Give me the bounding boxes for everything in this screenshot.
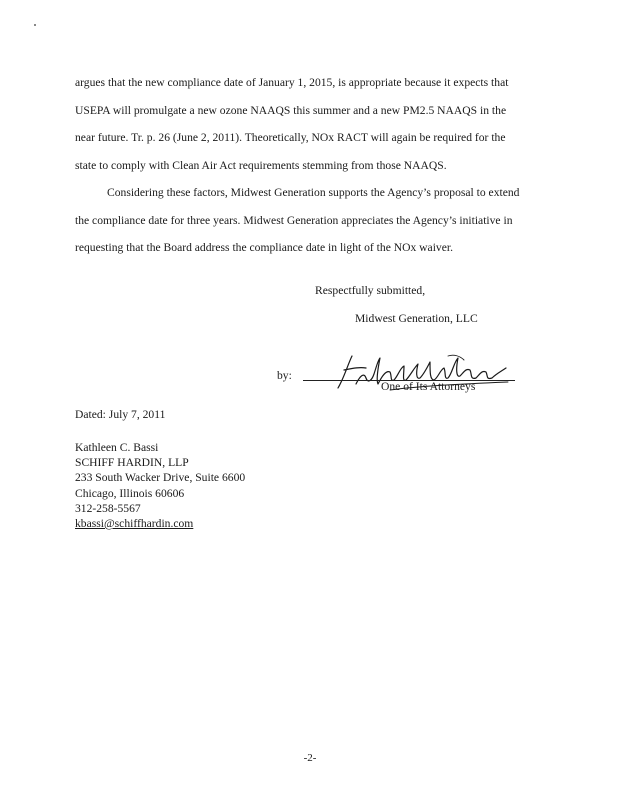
paragraph-line: USEPA will promulgate a new ozone NAAQS this summer and a new PM2.5 NAAQS in the xyxy=(75,103,507,117)
paragraph-line: state to comply with Clean Air Act requirements stemming from those NAAQS. xyxy=(75,158,447,172)
paragraph-line: near future. Tr. p. 26 (June 2, 2011). Theoretically, NOx RACT will again be required for the xyxy=(75,131,506,144)
paragraph-2 xyxy=(75,179,555,262)
paragraph-line: the compliance date for three years. Midwest Generation appreciates the Agency’s initiative in xyxy=(75,213,513,227)
address-line: 233 South Wacker Drive, Suite 6600 xyxy=(75,471,246,485)
paragraph-line: Considering these factors, Midwest Generation supports the Agency’s proposal to extend xyxy=(107,186,520,199)
address-line: 312-258-5567 xyxy=(75,501,141,515)
closing-respectfully: Respectfully submitted, xyxy=(315,284,426,297)
attorney-caption: One of Its Attorneys xyxy=(381,380,476,393)
attorney-address-block xyxy=(75,440,245,531)
address-line: SCHIFF HARDIN, LLP xyxy=(75,456,189,470)
company-name: Midwest Generation, LLC xyxy=(355,312,478,325)
page-number: -2- xyxy=(303,752,317,764)
dated-line: Dated: July 7, 2011 xyxy=(75,408,166,421)
address-line: Kathleen C. Bassi xyxy=(75,441,159,454)
paragraph-line: argues that the new compliance date of January 1, 2015, is appropriate because it expects that xyxy=(75,76,509,89)
scan-mark xyxy=(34,24,36,26)
paragraph-line: requesting that the Board address the compliance date in light of the NOx waiver. xyxy=(75,241,453,254)
email-link[interactable]: kbassi@schiffhardin.com xyxy=(75,517,194,531)
address-line: Chicago, Illinois 60606 xyxy=(75,486,185,500)
by-label: by: xyxy=(277,369,292,382)
paragraph-1 xyxy=(75,69,555,179)
